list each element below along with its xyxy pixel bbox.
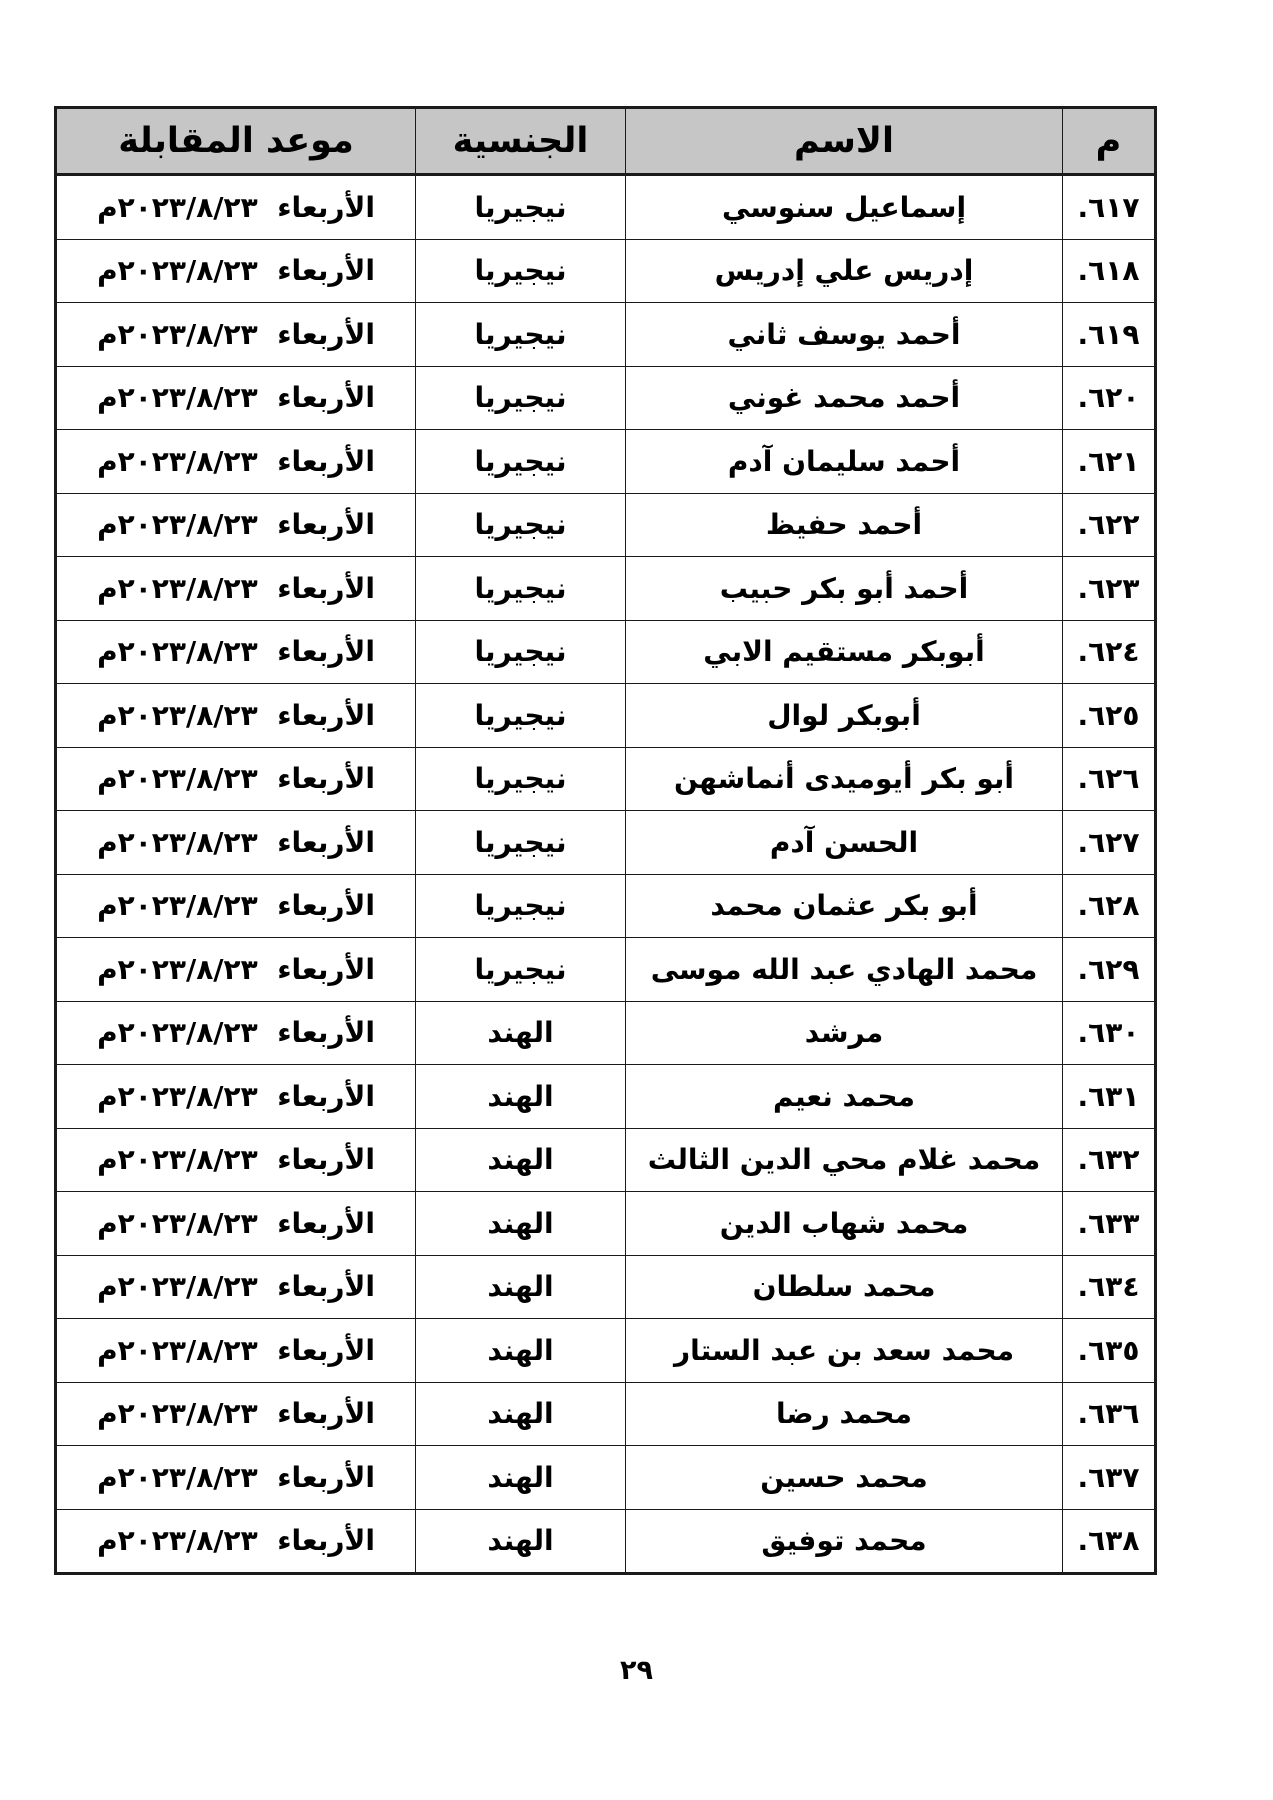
cell-name: أحمد محمد غوني — [626, 366, 1063, 430]
cell-date: الأربعاء ٢٠٢٣/٨/٢٣م — [56, 239, 416, 303]
cell-num: ٦٢٦. — [1063, 747, 1156, 811]
cell-name: محمد سلطان — [626, 1255, 1063, 1319]
interview-roster-table — [54, 106, 1157, 1575]
cell-name: محمد الهادي عبد الله موسى — [626, 938, 1063, 1002]
cell-num: ٦٢٩. — [1063, 938, 1156, 1002]
cell-date: الأربعاء ٢٠٢٣/٨/٢٣م — [56, 684, 416, 748]
table-row — [56, 175, 1156, 240]
cell-date: الأربعاء ٢٠٢٣/٨/٢٣م — [56, 1128, 416, 1192]
cell-num: ٦٢٥. — [1063, 684, 1156, 748]
cell-num: ٦٣٢. — [1063, 1128, 1156, 1192]
cell-num: ٦١٩. — [1063, 303, 1156, 367]
table-row — [56, 747, 1156, 811]
cell-date: الأربعاء ٢٠٢٣/٨/٢٣م — [56, 1382, 416, 1446]
table-row — [56, 1509, 1156, 1574]
cell-nationality: نيجيريا — [416, 938, 626, 1002]
table-row — [56, 1255, 1156, 1319]
cell-name: الحسن آدم — [626, 811, 1063, 875]
cell-num: ٦١٧. — [1063, 175, 1156, 240]
cell-nationality: الهند — [416, 1065, 626, 1129]
table-row — [56, 303, 1156, 367]
cell-date: الأربعاء ٢٠٢٣/٨/٢٣م — [56, 493, 416, 557]
cell-name: مرشد — [626, 1001, 1063, 1065]
cell-name: أبوبكر لوال — [626, 684, 1063, 748]
cell-nationality: نيجيريا — [416, 557, 626, 621]
cell-nationality: الهند — [416, 1509, 626, 1574]
cell-date: الأربعاء ٢٠٢٣/٨/٢٣م — [56, 1065, 416, 1129]
column-header-nationality: الجنسية — [416, 108, 626, 175]
cell-date: الأربعاء ٢٠٢٣/٨/٢٣م — [56, 1446, 416, 1510]
cell-nationality: نيجيريا — [416, 366, 626, 430]
cell-num: ٦٢٠. — [1063, 366, 1156, 430]
cell-nationality: نيجيريا — [416, 303, 626, 367]
cell-name: محمد غلام محي الدين الثالث — [626, 1128, 1063, 1192]
cell-date: الأربعاء ٢٠٢٣/٨/٢٣م — [56, 1001, 416, 1065]
cell-num: ٦٣٣. — [1063, 1192, 1156, 1256]
cell-num: ٦٣١. — [1063, 1065, 1156, 1129]
table-row — [56, 874, 1156, 938]
table-header-row — [56, 108, 1156, 175]
cell-nationality: نيجيريا — [416, 874, 626, 938]
table-header — [56, 108, 1156, 175]
cell-name: أبو بكر أيوميدى أنماشهن — [626, 747, 1063, 811]
cell-name: أحمد حفيظ — [626, 493, 1063, 557]
cell-name: محمد رضا — [626, 1382, 1063, 1446]
cell-name: محمد سعد بن عبد الستار — [626, 1319, 1063, 1383]
cell-date: الأربعاء ٢٠٢٣/٨/٢٣م — [56, 303, 416, 367]
cell-num: ٦٣٨. — [1063, 1509, 1156, 1574]
cell-num: ٦٣٧. — [1063, 1446, 1156, 1510]
cell-num: ٦٢٨. — [1063, 874, 1156, 938]
table-body — [56, 175, 1156, 1574]
cell-date: الأربعاء ٢٠٢٣/٨/٢٣م — [56, 874, 416, 938]
cell-name: محمد توفيق — [626, 1509, 1063, 1574]
cell-nationality: نيجيريا — [416, 175, 626, 240]
cell-name: إدريس علي إدريس — [626, 239, 1063, 303]
cell-nationality: الهند — [416, 1128, 626, 1192]
cell-nationality: نيجيريا — [416, 620, 626, 684]
cell-nationality: نيجيريا — [416, 493, 626, 557]
table-row — [56, 1382, 1156, 1446]
cell-name: أحمد يوسف ثاني — [626, 303, 1063, 367]
cell-nationality: نيجيريا — [416, 239, 626, 303]
cell-date: الأربعاء ٢٠٢٣/٨/٢٣م — [56, 938, 416, 1002]
cell-num: ٦٢٣. — [1063, 557, 1156, 621]
cell-num: ٦٣٦. — [1063, 1382, 1156, 1446]
table-row — [56, 684, 1156, 748]
table-row — [56, 493, 1156, 557]
cell-name: أبو بكر عثمان محمد — [626, 874, 1063, 938]
cell-date: الأربعاء ٢٠٢٣/٨/٢٣م — [56, 366, 416, 430]
cell-date: الأربعاء ٢٠٢٣/٨/٢٣م — [56, 620, 416, 684]
cell-num: ٦٢٤. — [1063, 620, 1156, 684]
column-header-num: م — [1063, 108, 1156, 175]
table-row — [56, 1065, 1156, 1129]
page-number: ٢٩ — [620, 1655, 653, 1686]
cell-num: ٦٢١. — [1063, 430, 1156, 494]
table-row — [56, 1128, 1156, 1192]
cell-nationality: الهند — [416, 1192, 626, 1256]
table-row — [56, 620, 1156, 684]
table-row — [56, 366, 1156, 430]
cell-date: الأربعاء ٢٠٢٣/٨/٢٣م — [56, 430, 416, 494]
cell-date: الأربعاء ٢٠٢٣/٨/٢٣م — [56, 1319, 416, 1383]
cell-num: ٦٣٥. — [1063, 1319, 1156, 1383]
cell-num: ٦١٨. — [1063, 239, 1156, 303]
cell-name: إسماعيل سنوسي — [626, 175, 1063, 240]
cell-nationality: الهند — [416, 1001, 626, 1065]
cell-nationality: نيجيريا — [416, 811, 626, 875]
table-row — [56, 1446, 1156, 1510]
cell-date: الأربعاء ٢٠٢٣/٨/٢٣م — [56, 747, 416, 811]
cell-name: محمد حسين — [626, 1446, 1063, 1510]
cell-date: الأربعاء ٢٠٢٣/٨/٢٣م — [56, 175, 416, 240]
table-row — [56, 1319, 1156, 1383]
table-row — [56, 430, 1156, 494]
table-row — [56, 1001, 1156, 1065]
cell-num: ٦٢٢. — [1063, 493, 1156, 557]
cell-nationality: نيجيريا — [416, 747, 626, 811]
cell-num: ٦٢٧. — [1063, 811, 1156, 875]
cell-name: أحمد أبو بكر حبيب — [626, 557, 1063, 621]
cell-date: الأربعاء ٢٠٢٣/٨/٢٣م — [56, 811, 416, 875]
table-row — [56, 811, 1156, 875]
cell-nationality: نيجيريا — [416, 430, 626, 494]
table-row — [56, 1192, 1156, 1256]
cell-nationality: الهند — [416, 1319, 626, 1383]
cell-name: أبوبكر مستقيم الابي — [626, 620, 1063, 684]
table-row — [56, 938, 1156, 1002]
column-header-name: الاسم — [626, 108, 1063, 175]
cell-date: الأربعاء ٢٠٢٣/٨/٢٣م — [56, 1509, 416, 1574]
cell-nationality: الهند — [416, 1446, 626, 1510]
cell-nationality: الهند — [416, 1255, 626, 1319]
table-row — [56, 239, 1156, 303]
column-header-date: موعد المقابلة — [56, 108, 416, 175]
cell-nationality: نيجيريا — [416, 684, 626, 748]
cell-nationality: الهند — [416, 1382, 626, 1446]
cell-date: الأربعاء ٢٠٢٣/٨/٢٣م — [56, 557, 416, 621]
cell-name: محمد شهاب الدين — [626, 1192, 1063, 1256]
cell-name: محمد نعيم — [626, 1065, 1063, 1129]
cell-date: الأربعاء ٢٠٢٣/٨/٢٣م — [56, 1192, 416, 1256]
cell-num: ٦٣٠. — [1063, 1001, 1156, 1065]
cell-num: ٦٣٤. — [1063, 1255, 1156, 1319]
cell-date: الأربعاء ٢٠٢٣/٨/٢٣م — [56, 1255, 416, 1319]
table-row — [56, 557, 1156, 621]
cell-name: أحمد سليمان آدم — [626, 430, 1063, 494]
